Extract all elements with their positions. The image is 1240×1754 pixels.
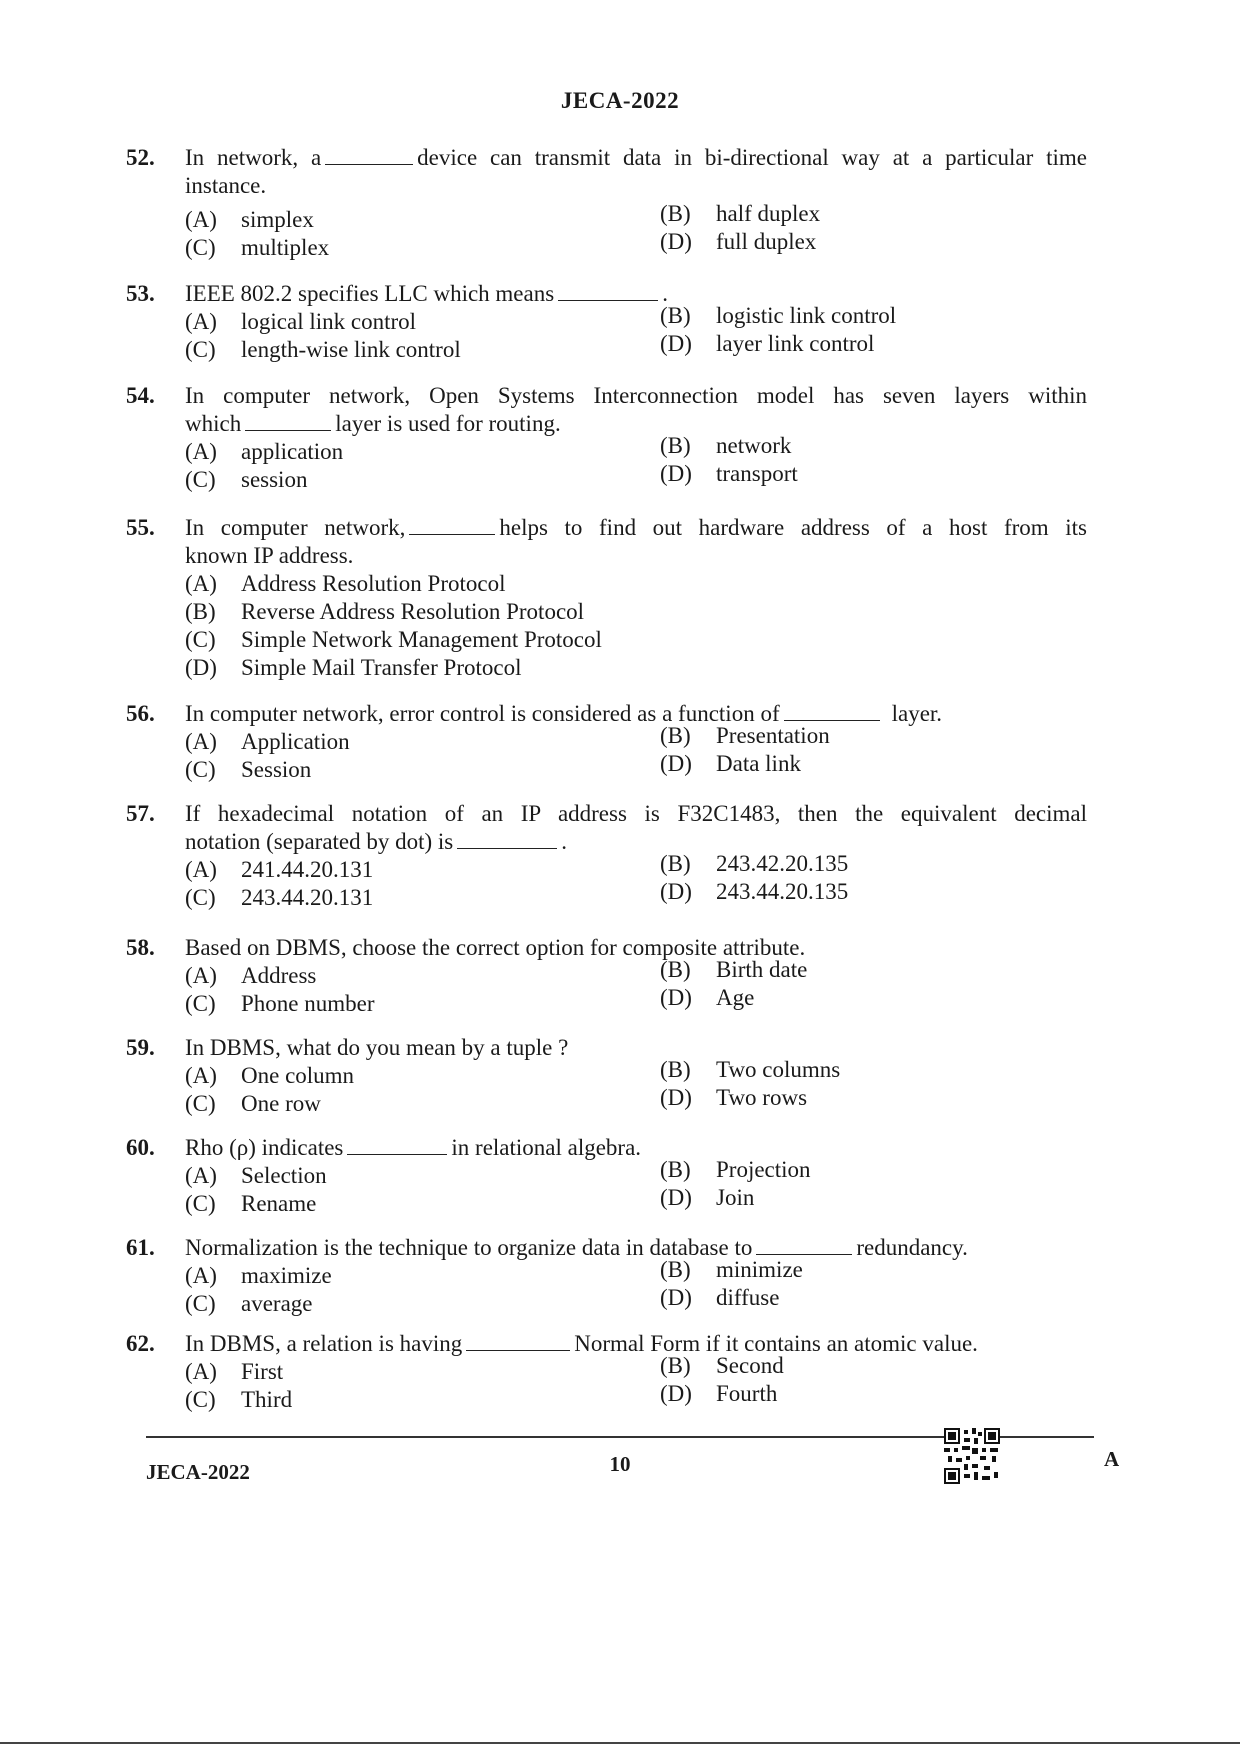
option-c: (C) Session xyxy=(185,757,312,782)
question-number: 56. xyxy=(126,701,155,726)
question-number: 58. xyxy=(126,935,155,960)
answer-blank xyxy=(466,1330,570,1351)
question-stem: Based on DBMS, choose the correct option for composite attribute. xyxy=(185,935,806,960)
option-c: (C) Rename xyxy=(185,1191,317,1216)
option-d: (D) Fourth xyxy=(660,1381,778,1406)
option-a: (A) simplex xyxy=(185,207,314,232)
option-a: (A) Address xyxy=(185,963,317,988)
option-b: (B) 243.42.20.135 xyxy=(660,851,849,876)
option-c: (C) multiplex xyxy=(185,235,330,260)
question-stem: In DBMS, a relation is having Normal Form if it contains an atomic value. xyxy=(185,1331,978,1356)
answer-blank xyxy=(784,700,880,721)
option-c: (C) session xyxy=(185,467,308,492)
question-set-code: A xyxy=(1104,1447,1120,1471)
option-b: (B) logistic link control xyxy=(660,303,897,328)
option-b: (B) Second xyxy=(660,1353,784,1378)
option-b: (B) network xyxy=(660,433,792,458)
option-b: (B) Presentation xyxy=(660,723,830,748)
option-b: (B) half duplex xyxy=(660,201,821,226)
option-d: (D) transport xyxy=(660,461,798,486)
question-number: 61. xyxy=(126,1235,155,1260)
question-stem: In computer network, error control is considered as a function of layer. xyxy=(185,701,943,726)
page-number: 10 xyxy=(609,1452,631,1476)
answer-blank xyxy=(457,828,557,849)
option-a: (A) application xyxy=(185,439,344,464)
option-b: (B) minimize xyxy=(660,1257,803,1282)
option-c: (C) length-wise link control xyxy=(185,337,461,362)
question-stem: In DBMS, what do you mean by a tuple ? xyxy=(185,1035,569,1060)
question-number: 60. xyxy=(126,1135,155,1160)
option-c: (C) average xyxy=(185,1291,313,1316)
option-d: (D) diffuse xyxy=(660,1285,780,1310)
option-d: (D) Join xyxy=(660,1185,755,1210)
question-number: 57. xyxy=(126,801,155,826)
option-d: (D) Simple Mail Transfer Protocol xyxy=(185,655,522,680)
option-b: (B) Birth date xyxy=(660,957,808,982)
question-stem: In computer network, helps to find out hardware address of a host from its known IP address. xyxy=(185,515,1087,568)
option-d: (D) full duplex xyxy=(660,229,817,254)
option-a: (A) 241.44.20.131 xyxy=(185,857,374,882)
answer-blank xyxy=(325,144,413,165)
question-number: 52. xyxy=(126,145,155,170)
option-c: (C) Third xyxy=(185,1387,293,1412)
question-stem: Rho (ρ) indicates in relational algebra. xyxy=(185,1135,642,1160)
question-number: 54. xyxy=(126,383,155,408)
option-a: (A) Selection xyxy=(185,1163,327,1188)
option-d: (D) Two rows xyxy=(660,1085,808,1110)
option-b: (B) Two columns xyxy=(660,1057,841,1082)
option-a: (A) First xyxy=(185,1359,284,1384)
page-header-title: JECA-2022 xyxy=(560,88,680,113)
option-a: (A) Application xyxy=(185,729,350,754)
option-c: (C) 243.44.20.131 xyxy=(185,885,374,910)
option-a: (A) One column xyxy=(185,1063,355,1088)
option-c: (C) Simple Network Management Protocol xyxy=(185,627,602,652)
question-number: 55. xyxy=(126,515,155,540)
qr-code-icon xyxy=(944,1428,1000,1484)
option-d: (D) layer link control xyxy=(660,331,875,356)
question-stem: In computer network, Open Systems Interconnection model has seven layers within which layer is used for routing. xyxy=(185,383,1087,436)
option-b: (B) Reverse Address Resolution Protocol xyxy=(185,599,585,624)
question-number: 53. xyxy=(126,281,155,306)
option-c: (C) Phone number xyxy=(185,991,375,1016)
question-stem: In network, a device can transmit data in bi-directional way at a particular time instance. xyxy=(185,145,1087,198)
scan-edge-line xyxy=(0,1742,1240,1744)
option-d: (D) Data link xyxy=(660,751,801,776)
question-number: 59. xyxy=(126,1035,155,1060)
option-c: (C) One row xyxy=(185,1091,321,1116)
option-b: (B) Projection xyxy=(660,1157,811,1182)
question-stem: If hexadecimal notation of an IP address is F32C1483, then the equivalent decimal notation (separated by dot) is . xyxy=(185,801,1087,854)
answer-blank xyxy=(409,514,495,535)
option-d: (D) 243.44.20.135 xyxy=(660,879,849,904)
question-stem: IEEE 802.2 specifies LLC which means . xyxy=(185,281,668,306)
answer-blank xyxy=(756,1234,852,1255)
question-stem: Normalization is the technique to organize data in database to redundancy. xyxy=(185,1235,968,1260)
question-number: 62. xyxy=(126,1331,155,1356)
option-d: (D) Age xyxy=(660,985,755,1010)
option-a: (A) Address Resolution Protocol xyxy=(185,571,506,596)
answer-blank xyxy=(347,1134,447,1155)
footer-exam-code: JECA-2022 xyxy=(146,1460,250,1484)
option-a: (A) logical link control xyxy=(185,309,417,334)
answer-blank xyxy=(558,280,658,301)
option-a: (A) maximize xyxy=(185,1263,332,1288)
answer-blank xyxy=(245,410,331,431)
